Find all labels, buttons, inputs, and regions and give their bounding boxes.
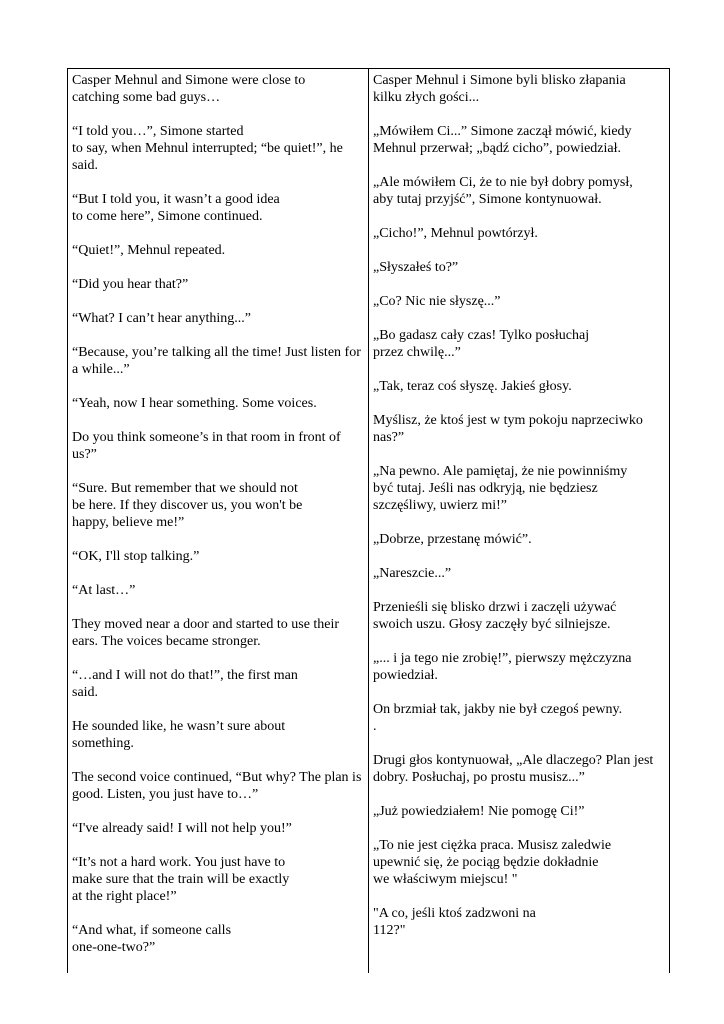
english-paragraph: “Because, you’re talking all the time! Just listen for a while...” (72, 345, 361, 377)
english-paragraph: “…and I will not do that!”, the first man said. (72, 668, 298, 700)
polish-paragraph: „Co? Nic nie słyszę...” (373, 294, 501, 309)
english-paragraph: “What? I can’t hear anything...” (72, 311, 251, 326)
polish-paragraph: „Słyszałeś to?” (373, 260, 459, 275)
polish-paragraph: Casper Mehnul i Simone byli blisko złapania kilku złych gości... (373, 73, 626, 105)
english-paragraph: Do you think someone’s in that room in front of us?” (72, 430, 341, 462)
english-paragraph: “Yeah, now I hear something. Some voices. (72, 396, 317, 411)
polish-paragraph: „Tak, teraz coś słyszę. Jakieś głosy. (373, 379, 572, 394)
polish-paragraph: „Nareszcie...” (373, 566, 452, 581)
english-paragraph: “At last…” (72, 583, 136, 598)
polish-paragraph: „... i ja tego nie zrobię!”, pierwszy mężczyzna powiedział. (373, 651, 632, 683)
english-paragraph: They moved near a door and started to use their ears. The voices became stronger. (72, 617, 340, 649)
english-paragraph: “Quiet!”, Mehnul repeated. (72, 243, 226, 258)
polish-paragraph: „Cicho!”, Mehnul powtórzył. (373, 226, 538, 241)
polish-paragraph: „Mówiłem Ci...” Simone zaczął mówić, kiedy Mehnul przerwał; „bądź cicho”, powiedział. (373, 124, 632, 156)
english-paragraph: “I've already said! I will not help you!” (72, 821, 292, 836)
polish-paragraph: „Dobrze, przestanę mówić”. (373, 532, 532, 547)
english-paragraph: “I told you…”, Simone started to say, when Mehnul interrupted; “be quiet!”, he said. (72, 124, 343, 173)
english-paragraph: “Did you hear that?” (72, 277, 189, 292)
english-paragraph: “OK, I'll stop talking.” (72, 549, 200, 564)
polish-paragraph: „To nie jest ciężka praca. Musisz zaledwie upewnić się, że pociąg będzie dokładnie we właściwym miejscu! " (373, 838, 612, 887)
table-row (68, 69, 670, 974)
bilingual-table (67, 68, 670, 973)
polish-paragraph: „Ale mówiłem Ci, że to nie był dobry pomysł, aby tutaj przyjść”, Simone kontynuował. (373, 175, 633, 207)
polish-paragraph: "A co, jeśli ktoś zadzwoni na 112?" (373, 906, 536, 938)
english-column (68, 69, 369, 974)
english-paragraph: Casper Mehnul and Simone were close to catching some bad guys… (72, 73, 306, 105)
polish-paragraph: „Na pewno. Ale pamiętaj, że nie powinniśmy być tutaj. Jeśli nas odkryją, nie będziesz szczęśliwy, uwierz mi!” (373, 464, 628, 513)
english-paragraph: The second voice continued, “But why? The plan is good. Listen, you just have to…” (72, 770, 362, 802)
english-paragraph: “It’s not a hard work. You just have to make sure that the train will be exactly at the right place!” (72, 855, 290, 904)
polish-column (369, 69, 670, 974)
english-paragraph: “But I told you, it wasn’t a good idea to come here”, Simone continued. (72, 192, 280, 224)
polish-paragraph: „Bo gadasz cały czas! Tylko posłuchaj przez chwilę...” (373, 328, 590, 360)
english-paragraph: “Sure. But remember that we should not be here. If they discover us, you won't be happy, believe me!” (72, 481, 303, 530)
english-paragraph: “And what, if someone calls one-one-two?” (72, 923, 232, 955)
polish-paragraph: Myślisz, że ktoś jest w tym pokoju naprzeciwko nas?” (373, 413, 643, 445)
polish-paragraph: Drugi głos kontynuował, „Ale dlaczego? Plan jest dobry. Posłuchaj, po prostu musisz...” (373, 753, 654, 785)
english-paragraph: He sounded like, he wasn’t sure about something. (72, 719, 286, 751)
polish-paragraph: On brzmiał tak, jakby nie był czegoś pewny. . (373, 702, 623, 734)
polish-paragraph: Przenieśli się blisko drzwi i zaczęli używać swoich uszu. Głosy zaczęły być silniejsze. (373, 600, 617, 632)
polish-paragraph: „Już powiedziałem! Nie pomogę Ci!” (373, 804, 585, 819)
